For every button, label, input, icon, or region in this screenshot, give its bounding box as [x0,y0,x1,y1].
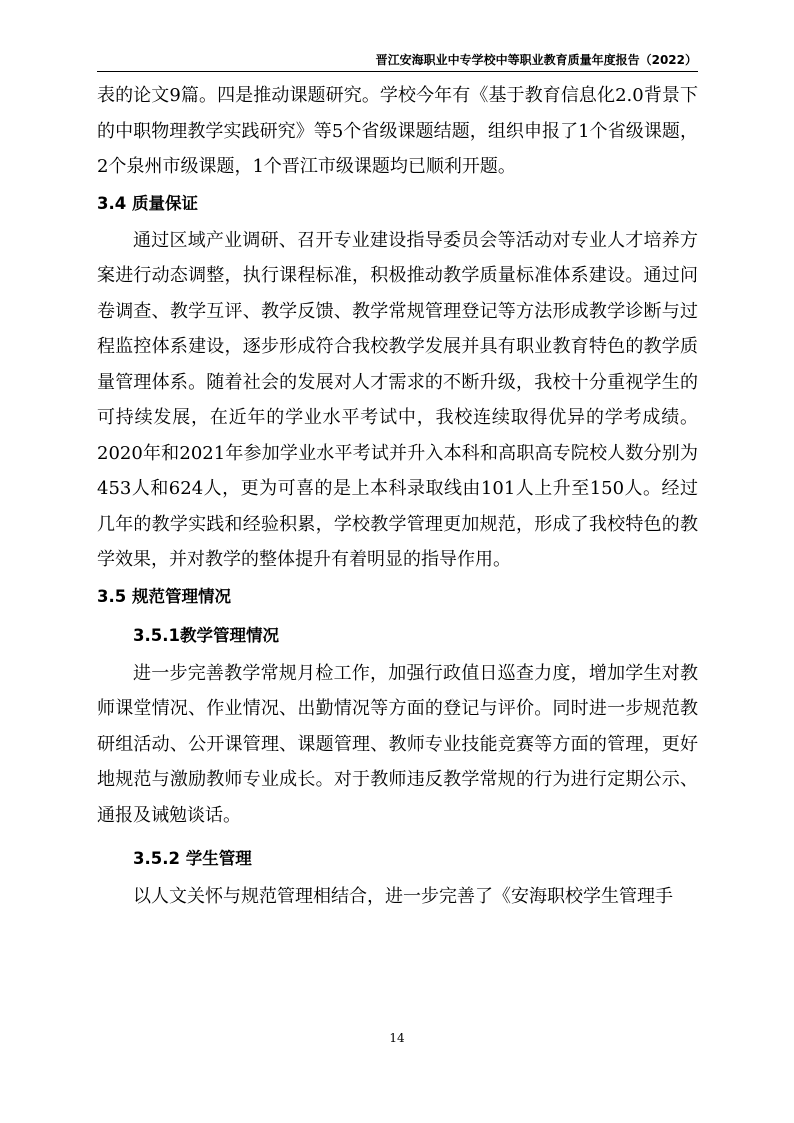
section-heading-3-4: 3.4 质量保证 [97,193,198,213]
document-body [97,78,698,915]
paragraph-student-management: 以人文关怀与规范管理相结合，进一步完善了《安海职校学生管理手 [133,886,673,907]
section-heading-3-5: 3.5 规范管理情况 [97,586,231,606]
subsection-heading-3-5-2: 3.5.2 学生管理 [133,849,252,868]
subsection-heading-3-5-1: 3.5.1教学管理情况 [133,625,279,645]
paragraph-teaching-management: 进一步完善教学常规月检工作，加强行政值日巡查力度，增加学生对教师课堂情况、作业情况、出勤情况等方面的登记与评价。同时进一步规范教研组活动、公开课管理、课题管理、教师专业技能竞赛等方面的管理，更好地规范与激励教师专业成长。对于教师违反教学常规的行为进行定期公示、通报及诫勉谈话。 [97,662,698,826]
page-header-title: 晋江安海职业中专学校中等职业教育质量年度报告（2022） [375,53,697,67]
continued-paragraph: 表的论文9篇。四是推动课题研究。学校今年有《基于教育信息化2.0背景下的中职物理教学实践研究》等5个省级课题结题，组织申报了1个省级课题，2个泉州市级课题，1个晋江市级课题均已顺利开题。 [97,85,698,177]
header-divider [97,71,698,72]
paragraph-quality-assurance: 通过区域产业调研、召开专业建设指导委员会等活动对专业人才培养方案进行动态调整，执行课程标准，积极推动教学质量标准体系建设。通过问卷调查、教学互评、教学反馈、教学常规管理登记等方法形成教学诊断与过程监控体系建设，逐步形成符合我校教学发展并具有职业教育特色的教学质量管理体系。随着社会的发展对人才需求的不断升级，我校十分重视学生的可持续发展，在近年的学业水平考试中，我校连续取得优异的学考成绩。2020年和2021年参加学业水平考试并升入本科和高职高专院校人数分别为453人和624人，更为可喜的是上本科录取线由101人上升至150人。经过几年的教学实践和经验积累，学校教学管理更加规范，形成了我校特色的教学效果，并对教学的整体提升有着明显的指导作用。 [97,229,698,570]
page-number: 14 [389,1031,405,1045]
